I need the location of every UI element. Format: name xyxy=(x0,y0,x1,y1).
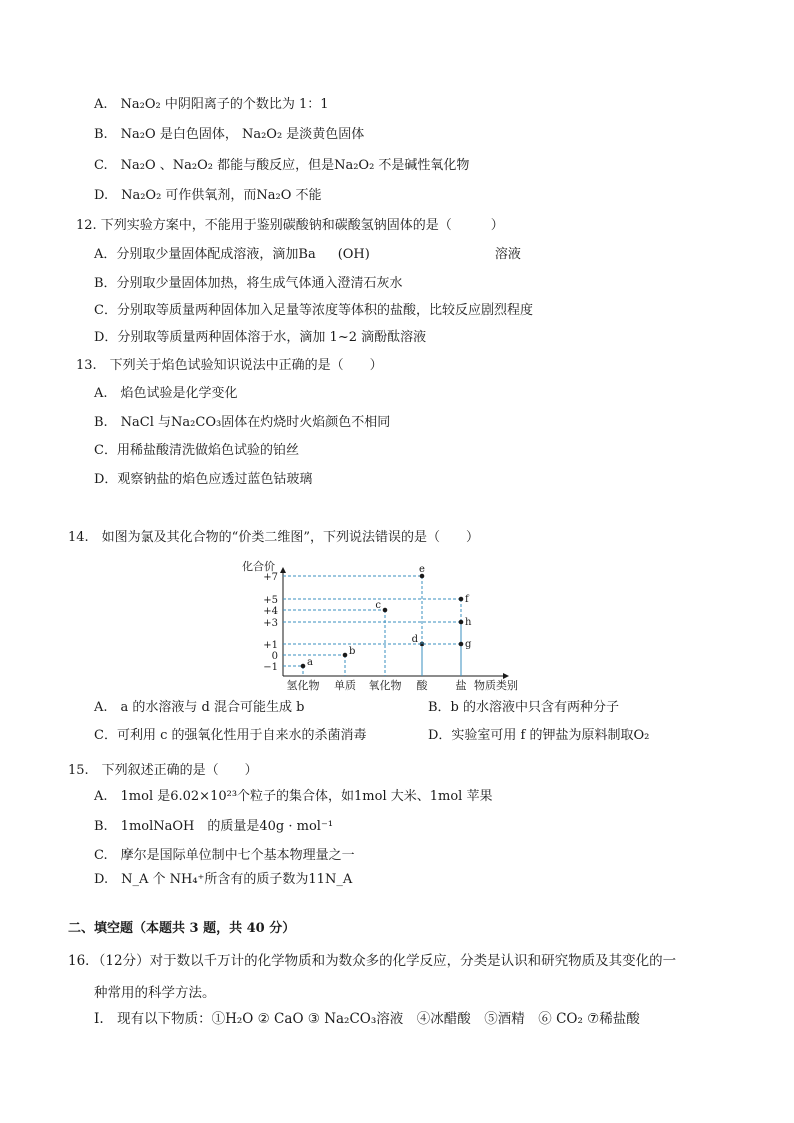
x-category-label: 氢化物 xyxy=(286,679,320,692)
q13-option-c: C．用稀盐酸清洗做焰色试验的铂丝 xyxy=(94,443,299,458)
q15-option-b: B. 1molNaOH 的质量是40g · mol⁻¹ xyxy=(94,819,334,834)
q11-option-a: A. Na₂O₂ 中阴阳离子的个数比为 1：1 xyxy=(94,97,329,112)
q15-option-c: C. 摩尔是国际单位制中七个基本物理量之一 xyxy=(94,848,355,863)
y-tick-label: +3 xyxy=(263,618,278,629)
y-tick-label: +4 xyxy=(263,606,278,617)
q15-option-d: D. N_A 个 NH₄⁺所含有的质子数为11N_A xyxy=(94,872,353,887)
x-category-label: 氧化物 xyxy=(368,679,402,692)
point-label-e: e xyxy=(419,564,425,575)
q12-option-d: D．分别取等质量两种固体溶于水，滴加 1~2 滴酚酞溶液 xyxy=(94,330,427,345)
point-h xyxy=(459,620,464,625)
point-label-d: d xyxy=(411,634,418,645)
q13-option-b: B. NaCl 与Na₂CO₃固体在灼烧时火焰颜色不相同 xyxy=(94,415,391,430)
point-label-b: b xyxy=(349,646,356,657)
q16-line-2: 种常用的科学方法。 xyxy=(94,985,216,1001)
q11-option-d: D. Na₂O₂ 可作供氧剂，而Na₂O 不能 xyxy=(94,188,322,203)
q14-option-d: D．实验室可用 f 的钾盐为原料制取O₂ xyxy=(428,728,650,743)
section-heading: 二、填空题（本题共 3 题，共 40 分） xyxy=(68,921,296,936)
q12-stem: 12. 下列实验方案中，不能用于鉴别碳酸钠和碳酸氢钠固体的是（ ） xyxy=(76,218,504,233)
q12-option-a xyxy=(94,247,521,263)
x-category-label: 酸 xyxy=(416,679,428,692)
chart-ylabel: 化合价 xyxy=(242,560,275,573)
q15-stem: 15. 下列叙述正确的是（ ） xyxy=(68,763,258,778)
y-tick-label: +7 xyxy=(263,572,278,583)
x-category-label: 盐 xyxy=(455,679,467,692)
q14-option-b: B．b 的水溶液中只含有两种分子 xyxy=(428,700,620,715)
q12-option-a-prefix: A．分别取少量固体配成溶液，滴加Ba xyxy=(94,247,316,262)
y-tick-label: +5 xyxy=(263,595,278,606)
q14-option-a: A. a 的水溶液与 d 混合可能生成 b xyxy=(94,700,305,715)
chart-xlabel: 物质类别 xyxy=(474,679,518,692)
point-a xyxy=(301,664,306,669)
y-tick-label: 0 xyxy=(271,651,278,662)
point-b xyxy=(343,653,348,658)
point-g xyxy=(459,642,464,647)
q15-option-a: A. 1mol 是6.02×10²³个粒子的集合体，如1mol 大米、1mol 苹果 xyxy=(94,789,493,804)
q13-option-d: D．观察钠盐的焰色应透过蓝色钴玻璃 xyxy=(94,472,313,487)
q13-option-a: A. 焰色试验是化学变化 xyxy=(94,386,238,401)
q11-option-b: B. Na₂O 是白色固体， Na₂O₂ 是淡黄色固体 xyxy=(94,127,365,142)
q11-option-c: C. Na₂O 、Na₂O₂ 都能与酸反应，但是Na₂O₂ 不是碱性氧化物 xyxy=(94,158,470,173)
q12-option-b: B．分别取少量固体加热，将生成气体通入澄清石灰水 xyxy=(94,276,403,291)
q12-option-c: C．分别取等质量两种固体加入足量等浓度等体积的盐酸，比较反应剧烈程度 xyxy=(94,303,533,318)
y-tick-label: +1 xyxy=(263,640,278,651)
y-tick-label: −1 xyxy=(263,662,278,673)
point-label-g: g xyxy=(465,639,472,650)
q12-option-a-suffix: 溶液 xyxy=(494,247,521,262)
point-label-a: a xyxy=(307,657,313,668)
point-f xyxy=(459,597,464,602)
q14-stem: 14. 如图为氯及其化合物的“价类二维图”，下列说法错误的是（ ） xyxy=(68,530,479,545)
q13-stem: 13. 下列关于焰色试验知识说法中正确的是（ ） xyxy=(76,358,383,373)
q12-option-a-formula: (OH) xyxy=(337,247,370,262)
point-c xyxy=(383,608,388,613)
x-category-label: 单质 xyxy=(334,679,356,692)
point-label-c: c xyxy=(375,600,381,611)
q14-option-c: C．可利用 c 的强氧化性用于自来水的杀菌消毒 xyxy=(94,728,367,743)
q16-line-3: I. 现有以下物质：①H₂O ② CaO ③ Na₂CO₃溶液 ④冰醋酸 ⑤酒精 ⑥ CO₂ ⑦稀盐酸 xyxy=(94,1011,640,1027)
point-label-h: h xyxy=(465,617,472,628)
valence-class-chart xyxy=(240,558,530,694)
point-label-f: f xyxy=(465,594,469,605)
q16-line-1: 16．（12分）对于数以千万计的化学物质和为数众多的化学反应，分类是认识和研究物质及其变化的一 xyxy=(68,953,677,969)
